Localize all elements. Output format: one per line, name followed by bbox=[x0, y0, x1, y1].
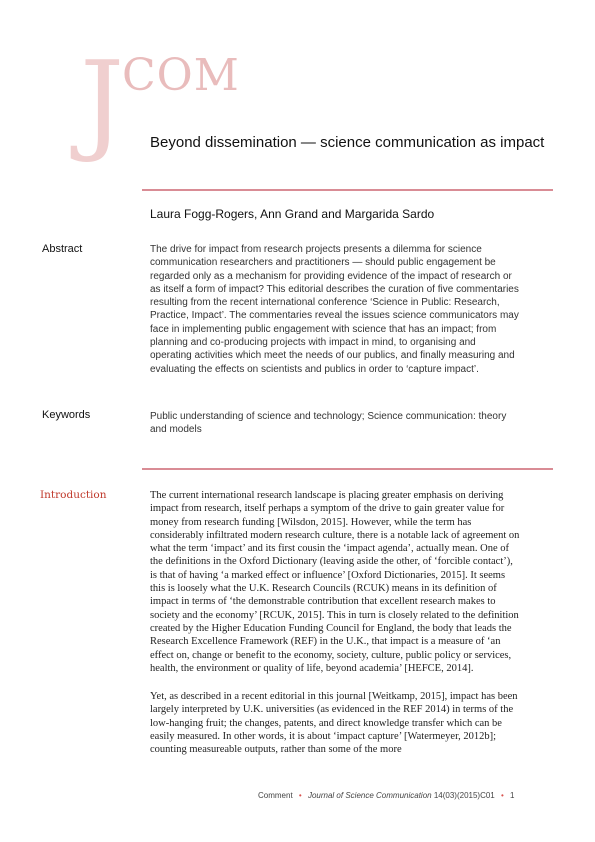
footer-section: Comment bbox=[258, 791, 293, 800]
footer-citation: 14(03)(2015)C01 bbox=[433, 791, 495, 800]
footer-separator: • bbox=[298, 791, 302, 800]
logo-j-letter: J bbox=[80, 37, 125, 165]
introduction-paragraph-1: The current international research landscape is placing greater emphasis on deriving impact from research, itself perhaps a symptom of the drive to gain greater value for money from research funding [Wilsdon, 2015]. However, while the term has considerably infiltrated modern research culture, there is a notable lack of agreement on what the term ‘impact’ and its first cousin the ‘impact agenda’, actually mean. One of the definitions in the Oxford Dictionary (leaving aside the other, of ‘forcible contact’), is that of having ‘a marked effect or influence’ [Oxford Dictionaries, 2015]. It seems this is loosely what the U.K. Research Councils (RCUK) means in its definition of impact in terms of ‘the demonstrable contribution that excellent research makes to society and the economy’ [RCUK, 2015]. This in turn is closely related to the definition created by the Higher Education Funding Council for England, the body that leads the Research Excellence Framework (REF) in the U.K., that impact is a measure of ‘an effect on, change or benefit to the economy, society, culture, public policy or services, health, the environment or quality of life, beyond academia’ [HEFCE, 2014]. bbox=[150, 490, 520, 674]
article-title: Beyond dissemination — science communication as impact bbox=[150, 134, 545, 151]
footer-page-number: 1 bbox=[510, 791, 515, 800]
introduction-heading: Introduction bbox=[40, 489, 107, 501]
footer-separator-2: • bbox=[501, 791, 504, 800]
page-footer bbox=[258, 791, 515, 800]
section-divider bbox=[142, 468, 553, 470]
logo-com-letters: COM bbox=[122, 50, 240, 101]
title-divider bbox=[142, 189, 553, 191]
introduction-paragraph-2: Yet, as described in a recent editorial in this journal [Weitkamp, 2015], impact has been largely interpreted by U.K. universities (as evidenced in the REF 2014) in terms of the low-hanging fruit; the changes, patents, and direct knowledge transfer which can be easily measured. In other words, it is about ‘impact capture’ [Watermeyer, 2012b]; counting measureable outputs, rather than some of the more bbox=[150, 691, 518, 756]
article-authors: Laura Fogg-Rogers, Ann Grand and Margarida Sardo bbox=[150, 207, 435, 221]
abstract-label: Abstract bbox=[42, 243, 83, 255]
keywords-label: Keywords bbox=[42, 409, 91, 421]
footer-journal-name: Journal of Science Communication bbox=[307, 791, 432, 800]
keywords-text: Public understanding of science and technology; Science communication: theory and models bbox=[150, 411, 507, 436]
abstract-text: The drive for impact from research projects presents a dilemma for science communication researchers and practitioners — should public engagement be regarded only as a mechanism for providing evidence of the impact of research or as itself a form of impact? This editorial describes the curation of five commentaries resulting from the recent international conference ‘Science in Public: Research, Practice, Impact’. The commentaries reveal the issues science communicators may face in implementing public engagement with science that has an impact; from planning and co-producing projects with impact in mind, to organising and operating activities which meet the needs of our publics, and finally measuring and evaluating the effects on scientists and publics in order to ‘capture impact’. bbox=[150, 244, 519, 375]
